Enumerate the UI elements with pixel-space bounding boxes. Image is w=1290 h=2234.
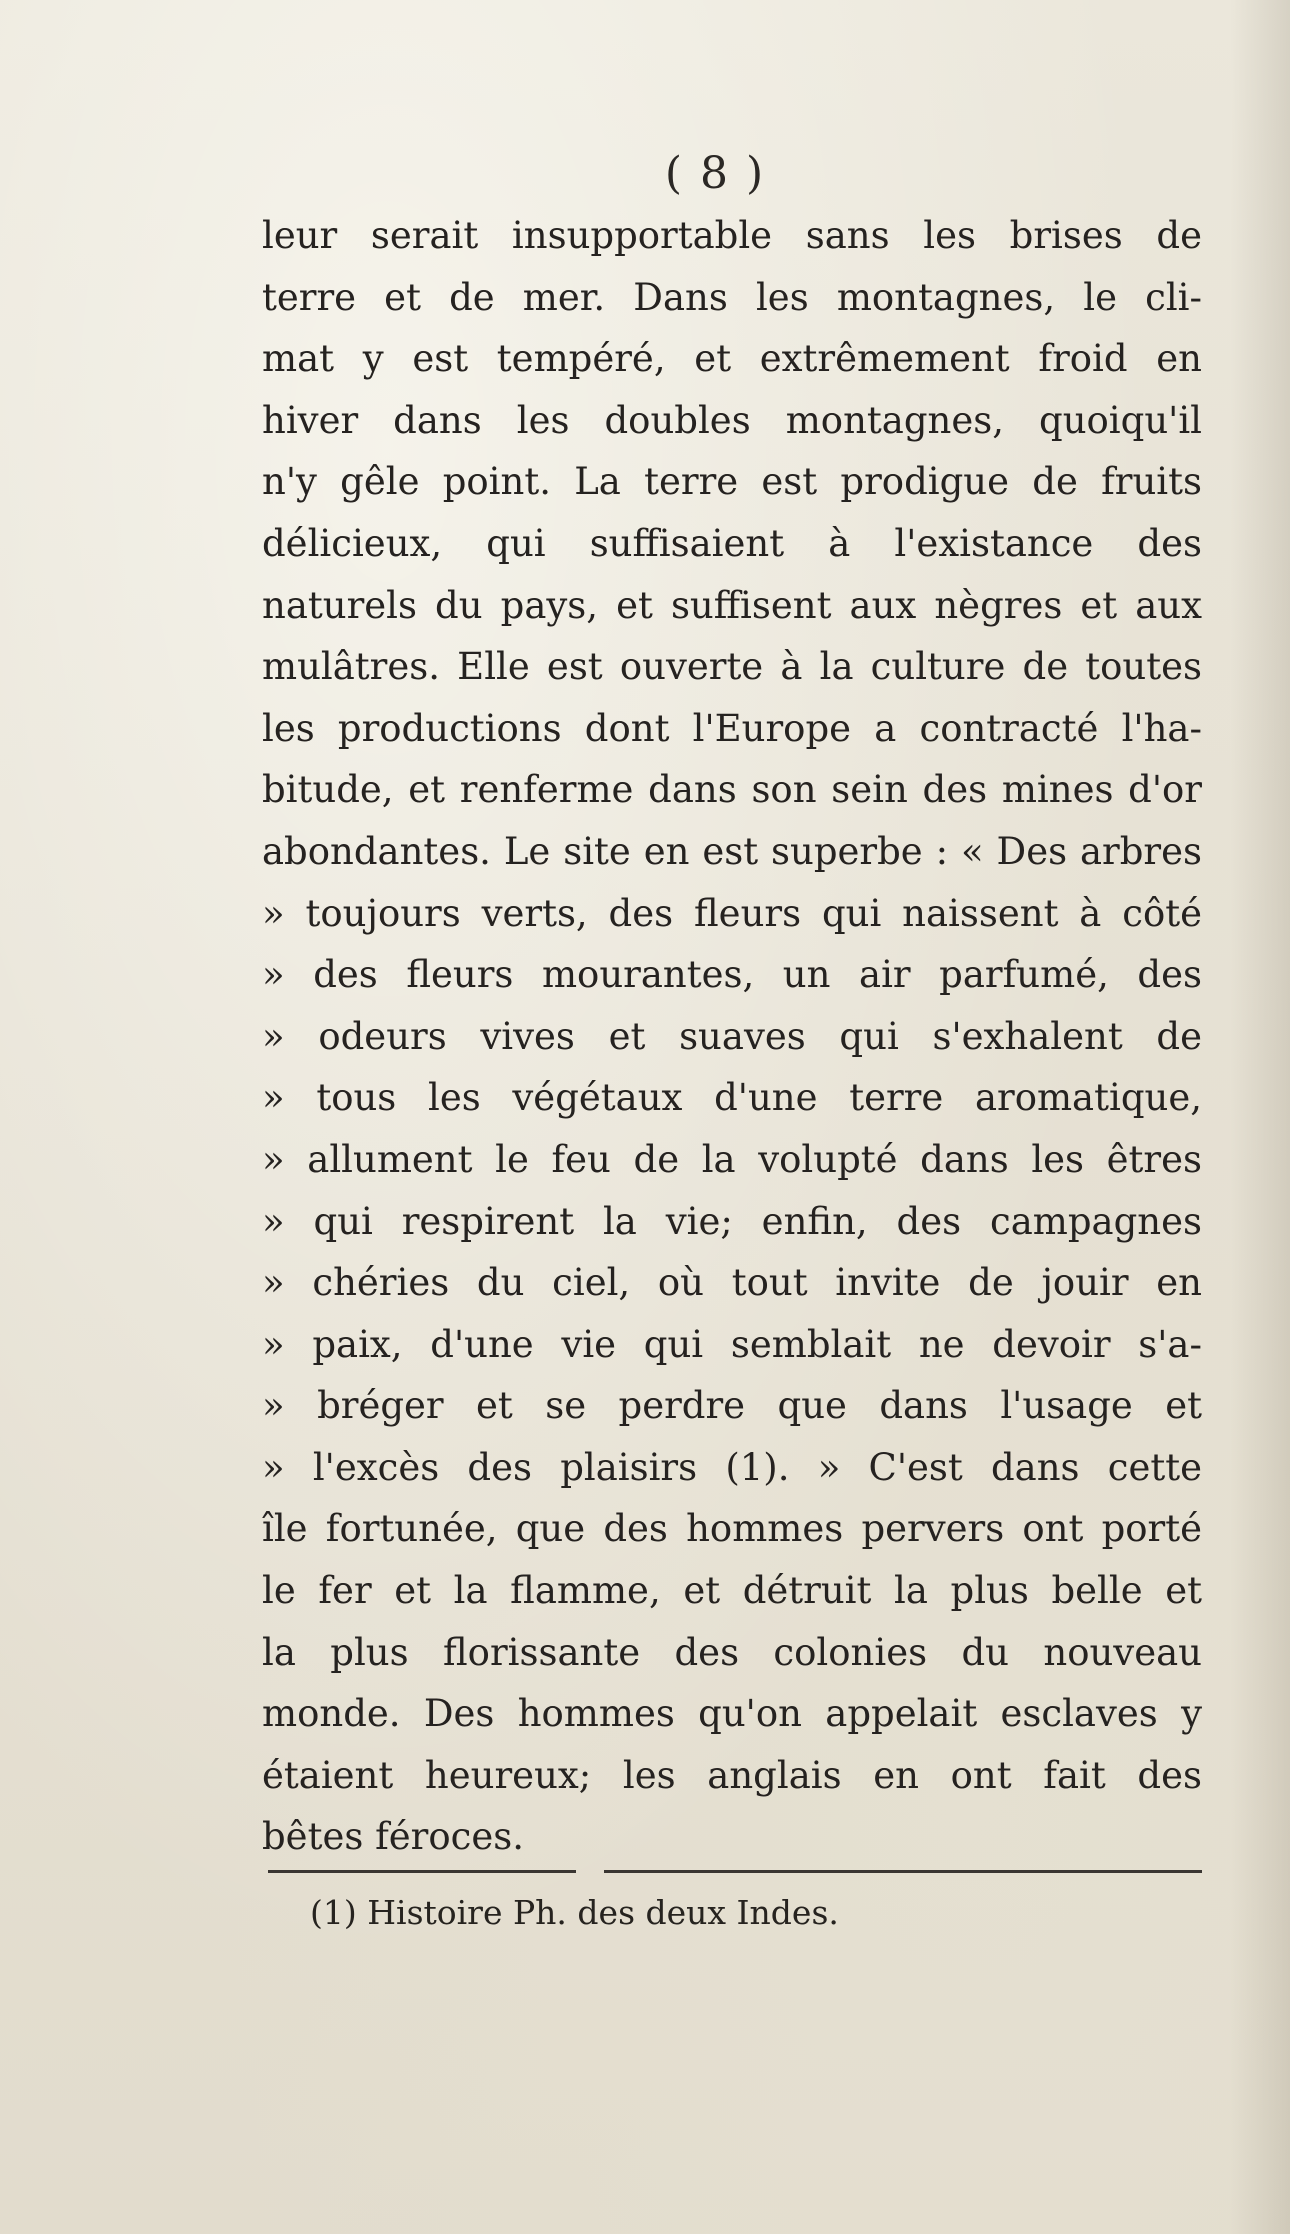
text-line: terre et de mer. Dans les montagnes, le cli- (262, 275, 1202, 319)
text-line: bitude, et renferme dans son sein des mines d'or (262, 768, 1202, 812)
footnote: (1) Histoire Ph. des deux Indes. (310, 1893, 839, 1932)
page-number: ( 8 ) (664, 148, 766, 199)
text-line: délicieux, qui suffisaient à l'existance des (262, 521, 1202, 565)
text-line: n'y gêle point. La terre est prodigue de fruits (262, 460, 1202, 504)
text-line: » odeurs vives et suaves qui s'exhalent de (262, 1014, 1202, 1058)
text-line: » chéries du ciel, où tout invite de jouir en (262, 1261, 1202, 1305)
text-line: monde. Des hommes qu'on appelait esclaves y (262, 1692, 1202, 1736)
text-line: » toujours verts, des fleurs qui naissent à côté (262, 891, 1202, 935)
text-line: mulâtres. Elle est ouverte à la culture de toutes (262, 645, 1202, 689)
text-line: » l'excès des plaisirs (1). » C'est dans cette (262, 1445, 1202, 1489)
text-line: île fortunée, que des hommes pervers ont porté (262, 1507, 1202, 1551)
footnote-rule-right (604, 1870, 1202, 1873)
body-text (262, 205, 1202, 1868)
text-line: bêtes féroces. (262, 1815, 525, 1859)
footnote-rule-left (268, 1870, 576, 1873)
text-line: » des fleurs mourantes, un air parfumé, des (262, 953, 1202, 997)
text-line: » allument le feu de la volupté dans les êtres (262, 1137, 1202, 1181)
text-line: la plus florissante des colonies du nouveau (262, 1630, 1202, 1674)
text-line: mat y est tempéré, et extrêmement froid en (262, 337, 1202, 381)
text-line: » bréger et se perdre que dans l'usage et (262, 1384, 1202, 1428)
text-line: » paix, d'une vie qui semblait ne devoir s'a- (262, 1322, 1202, 1366)
text-line: les productions dont l'Europe a contracté l'ha- (262, 706, 1202, 750)
text-line: leur serait insupportable sans les brises de (262, 214, 1202, 257)
text-line: le fer et la flamme, et détruit la plus belle et (262, 1569, 1202, 1613)
text-line: hiver dans les doubles montagnes, quoiqu'il (262, 398, 1202, 442)
text-line: étaient heureux; les anglais en ont fait des (262, 1753, 1202, 1797)
text-line: » tous les végétaux d'une terre aromatique, (262, 1076, 1202, 1120)
text-line: naturels du pays, et suffisent aux nègres et aux (262, 583, 1202, 627)
text-line: » qui respirent la vie; enfin, des campagnes (262, 1199, 1202, 1243)
text-line: abondantes. Le site en est superbe : « Des arbres (262, 829, 1202, 873)
